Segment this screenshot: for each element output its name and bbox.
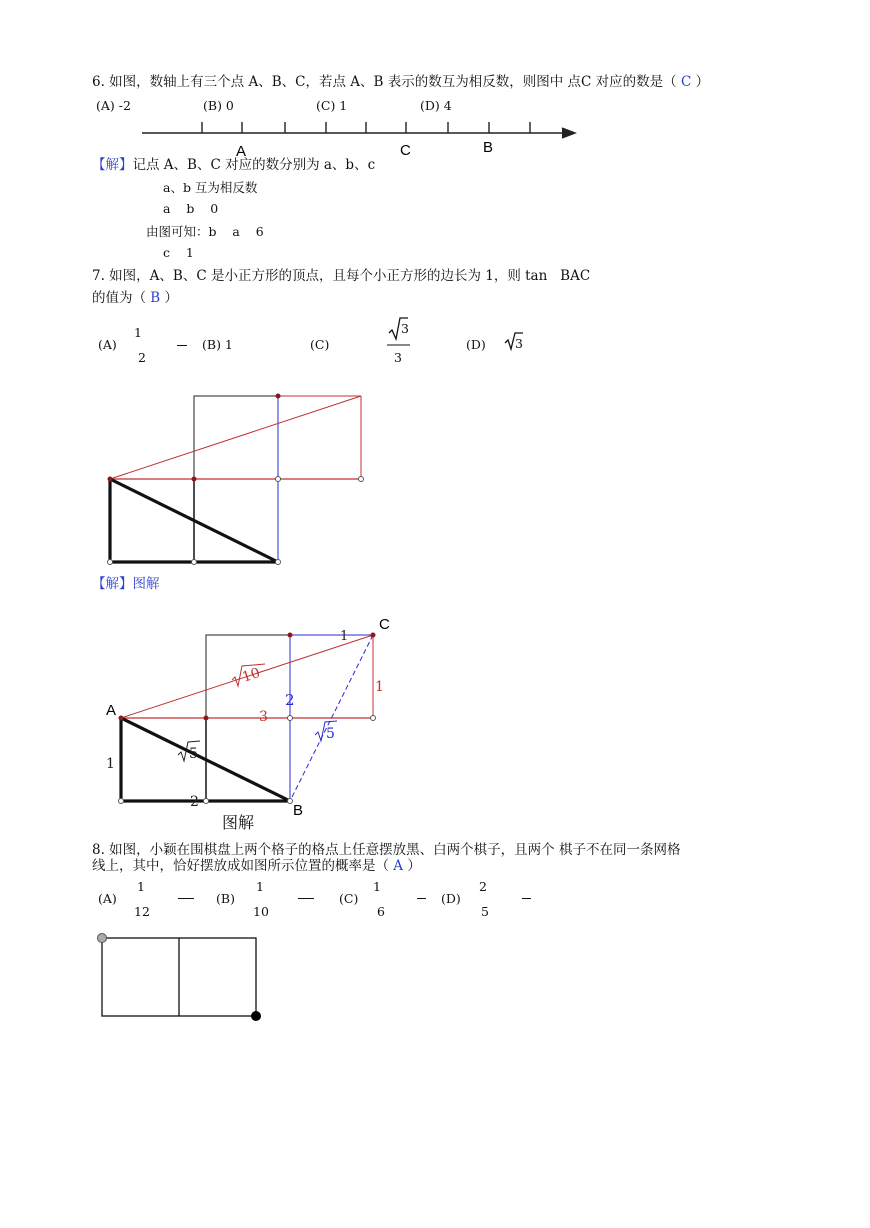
q8-board	[98, 934, 262, 1022]
q7-solution-text: 图解	[132, 576, 160, 592]
q6-solution-tag: 【解】	[92, 157, 133, 173]
q7-label-sqrt10: 10	[240, 665, 263, 686]
q6-solution-line4: 由图可知：b a 6	[146, 224, 264, 239]
q8-option-a-num: 1	[137, 879, 145, 894]
q7-option-d-label: (D)	[466, 337, 486, 352]
q6-solution-line5: c 1	[163, 245, 194, 260]
q7-option-c-num: 3	[401, 321, 409, 336]
q7-label-one-left: 1	[106, 756, 115, 772]
q8-stem-text: 线上，其中，恰好摆放成如图所示位置的概率是（	[92, 858, 389, 874]
q7-solution-tag: 【解】	[92, 576, 133, 592]
q7-answer: B	[150, 290, 161, 306]
q7-label-a: A	[106, 702, 117, 719]
q8-option-c-den: 6	[377, 904, 385, 919]
q6-point-b-label: B	[483, 139, 494, 156]
q7-stem-text: 的值为（	[92, 290, 146, 306]
q7-option-a-num: 1	[134, 325, 142, 340]
q8-option-d-num: 2	[479, 879, 487, 894]
q6-option-b: (B) 0	[203, 98, 234, 113]
q7-option-b: (B) 1	[202, 337, 233, 352]
q7-option-c-den: 3	[394, 350, 402, 365]
white-stone	[98, 934, 107, 943]
q8-option-b-den: 10	[253, 904, 269, 919]
q6-number-line	[142, 122, 575, 138]
q8-option-a-den: 12	[134, 904, 150, 919]
q8-option-a-label: (A)	[98, 891, 117, 906]
q7-option-a-den: 2	[138, 350, 146, 365]
q8-option-a-bar	[178, 898, 194, 899]
q7-option-a-bar	[177, 345, 187, 346]
q8-option-b-bar	[298, 898, 314, 899]
q7-label-one-top: 1	[340, 629, 349, 644]
black-stone	[251, 1011, 261, 1021]
q6-solution-line2: a、b 互为相反数	[163, 180, 258, 195]
q8-option-c-label: (C)	[339, 891, 359, 906]
q8-stem-line2	[92, 858, 421, 874]
q6-option-d: (D) 4	[420, 98, 452, 113]
q7-option-a-label: (A)	[98, 337, 117, 352]
q6-option-a: (A) -2	[96, 98, 131, 113]
q6-stem-text: 6. 如图，数轴上有三个点 A、B、C，若点 A、B 表示的数互为相反数，则图中 点C 对应的数是（	[92, 74, 677, 90]
q8-answer: A	[393, 858, 404, 874]
q7-figure-caption: 图解	[222, 815, 255, 832]
q8-option-c-bar	[417, 898, 426, 899]
q7-solution	[92, 576, 160, 592]
q7-label-sqrt5-right: 5	[326, 726, 335, 742]
q7-option-d-rad: 3	[515, 336, 523, 351]
q8-option-d-label: (D)	[441, 891, 461, 906]
q6-point-a-label: A	[236, 143, 247, 160]
q7-label-sqrt5-left: 5	[189, 746, 198, 762]
q7-stem-line2	[92, 290, 178, 306]
q6-close: ）	[695, 74, 710, 90]
q6-option-c: (C) 1	[316, 98, 348, 113]
q8-option-d-den: 5	[481, 904, 489, 919]
q7-label-c: C	[379, 616, 390, 633]
q8-option-b-num: 1	[256, 879, 264, 894]
q8-option-b-label: (B)	[216, 891, 235, 906]
q6-solution-line1	[92, 157, 375, 173]
q7-close: ）	[164, 290, 179, 306]
q7-label-one-right: 1	[375, 679, 384, 695]
q7-solution-figure	[119, 633, 376, 804]
q7-option-c-label: (C)	[310, 337, 330, 352]
q7-label-two-bottom: 2	[190, 794, 199, 810]
q8-option-d-bar	[522, 898, 531, 899]
q6-solution-text: 记点 A、B、C 对应的数分别为 a、b、c	[132, 157, 376, 173]
q7-label-two-vertical: 2	[285, 691, 295, 709]
q7-stem-line1: 7. 如图，A、B、C 是小正方形的顶点，且每个小正方形的边长为 1，则 tan BAC	[92, 268, 591, 284]
q8-close: ）	[407, 858, 421, 874]
q7-label-three: 3	[259, 709, 268, 725]
q6-point-c-label: C	[400, 142, 411, 159]
q7-figure	[108, 394, 364, 565]
q8-stem-line1: 8. 如图，小颖在围棋盘上两个格子的格点上任意摆放黑、白两个棋子，且两个 棋子不在同一条网格	[92, 842, 681, 858]
q6-solution-line3: a b 0	[163, 201, 219, 216]
q8-option-c-num: 1	[373, 879, 381, 894]
q6-answer: C	[680, 74, 692, 90]
q7-label-b: B	[293, 802, 304, 819]
